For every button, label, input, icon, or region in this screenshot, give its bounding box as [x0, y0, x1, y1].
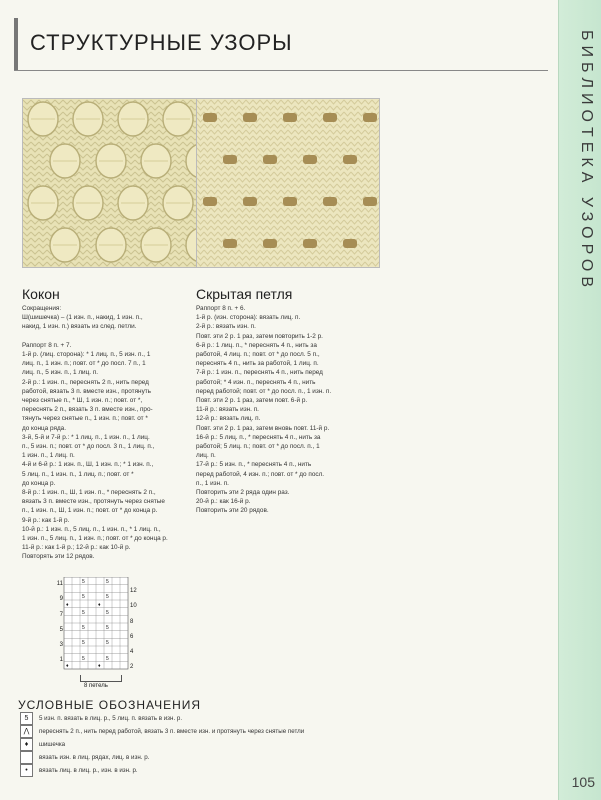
legend-item: [20, 751, 540, 764]
svg-text:5: 5: [106, 579, 109, 585]
legend-text: шишечка: [39, 741, 66, 748]
repeat-label: 8 петель: [84, 683, 108, 689]
page-title: СТРУКТУРНЫЕ УЗОРЫ: [30, 30, 293, 55]
legend-text: вязать лиц. в лиц. р., изн. в изн. р.: [39, 767, 138, 774]
knitting-chart: [54, 577, 144, 697]
row-label: 8: [130, 618, 134, 625]
sidebar-label: БИБЛИОТЕКА УЗОРОВ: [578, 30, 595, 293]
legend-item: [20, 725, 540, 738]
svg-text:♦: ♦: [98, 602, 101, 608]
chart-row-labels-right: [130, 584, 137, 676]
page-number: 105: [571, 774, 595, 790]
row-label: 2: [130, 664, 134, 671]
svg-text:5: 5: [106, 625, 109, 631]
row-label: 9: [59, 596, 63, 603]
svg-text:5: 5: [106, 610, 109, 616]
legend-symbol: [20, 751, 33, 764]
legend-text: вязать изн. в лиц. рядах, лиц. в изн. р.: [39, 754, 150, 761]
pattern-title-cocoon: Кокон: [22, 286, 60, 302]
svg-text:5: 5: [82, 594, 85, 600]
legend-text: 5 изн. п. вязать в лиц. р., 5 лиц. п. вязать в изн. р.: [39, 715, 183, 722]
legend-item: [20, 738, 540, 751]
row-label: 1: [59, 657, 63, 664]
svg-text:♦: ♦: [66, 663, 69, 669]
svg-text:5: 5: [82, 656, 85, 662]
row-label: 11: [56, 581, 63, 587]
svg-text:5: 5: [82, 625, 85, 631]
legend-text: переснять 2 п., нить перед работой, вязать 3 п. вместе изн. и протянуть через снятые петли: [39, 728, 305, 735]
chart-row-labels-left: [54, 577, 63, 669]
legend-title: УСЛОВНЫЕ ОБОЗНАЧЕНИЯ: [18, 698, 202, 712]
swatch-photo-cocoon: [22, 98, 206, 268]
svg-text:♦: ♦: [98, 663, 101, 669]
svg-text:♦: ♦: [66, 602, 69, 608]
row-label: 3: [59, 642, 63, 649]
row-label: 12: [130, 588, 137, 594]
svg-text:5: 5: [106, 594, 109, 600]
row-label: 10: [130, 603, 137, 610]
svg-text:5: 5: [106, 656, 109, 662]
legend-symbol: 5: [20, 712, 33, 725]
repeat-bracket: [80, 675, 122, 682]
legend-item: [20, 712, 540, 725]
swatch-photo-hidden-loop: [196, 98, 380, 268]
svg-text:5: 5: [82, 640, 85, 646]
legend-item: [20, 764, 540, 777]
title-accent-bar: [14, 18, 18, 70]
legend: [20, 712, 540, 777]
row-label: 5: [59, 626, 63, 633]
legend-symbol: ⋀: [20, 725, 33, 738]
legend-symbol: •: [20, 764, 33, 777]
row-label: 7: [59, 611, 63, 618]
pattern-instructions-hidden-loop: Раппорт 8 п. + 6. 1-й р. (изн. сторона): вязать лиц. п. 2-й р.: вязать изн. п. Повт. эти 2 р. 1 раз, затем повторить 1-2 р. 6-й р.: 1 лиц. п., * переснять 4 п., нить за работой, 4 лиц. п.; повт. от * до посл. 5 п., переснять 4 п., нить за работой, 1 лиц. п. 7-й р.: 1 изн. п., переснять 4 п., нить перед работой; * 4 изн. п., переснять 4 п., нить перед работой; повт. от * до посл. п., 1 изн. п. Повт. эти 2 р. 1 раз, затем повт. 6-й р. 11-й р.: вязать изн. п. 12-й р.: вязать лиц. п. Повт. эти 2 р. 1 раз, затем вновь повт. 11-й р. 16-й р.: 5 лиц. п., * переснять 4 п., нить за работой; 5 лиц. п.; повт. от * до посл. п., 1 лиц. п. 17-й р.: 5 изн. п., * переснять 4 п., нить перед работой, 4 изн. п.; повт. от * до посл. п., 1 изн. п. Повторить эти 2 ряда один раз. 20-й р.: как 16-й р. Повторить эти 20 рядов.: [196, 305, 332, 515]
row-label: 4: [130, 649, 134, 656]
row-label: 6: [130, 633, 134, 640]
pattern-title-hidden-loop: Скрытая петля: [196, 286, 293, 302]
sidebar-tab: [558, 0, 601, 800]
legend-symbol: ♦: [20, 738, 33, 751]
svg-text:5: 5: [106, 640, 109, 646]
pattern-instructions-cocoon: Сокращения: Ш(шишечка) – (1 изн. п., накид, 1 изн. п., накид, 1 изн. п.) вязать из след. петли. Раппорт 8 п. + 7. 1-й р. (лиц. сторона): * 1 лиц. п., 5 изн. п., 1 лиц. п., 1 изн. п.; повт. от * до посл. 7 п., 1 лиц. п., 5 изн. п., 1 лиц. п. 2-й р.: 1 изн. п., переснять 2 п., нить перед работой, вязать 3 п. вместе изн., протянуть через снятые п., * Ш, 1 изн. п.; повт. от *, переснять 2 п., вязать 3 п. вместе изн., про- тянуть через снятые п., 1 изн. п.; повт. от * до конца ряда. 3-й, 5-й и 7-й р.: * 1 лиц. п., 1 изн. п., 1 лиц. п., 5 изн. п.; повт. от * до посл. 3 п., 1 лиц. п., 1 изн. п., 1 лиц. п. 4-й и 6-й р.: 1 изн. п., Ш, 1 изн. п.; * 1 изн. п., 5 лиц. п., 1 изн. п., 1 лиц. п.; повт. от * до конца р. 8-й р.: 1 изн. п., Ш, 1 изн. п., * переснять 2 п., вязать 3 п. вместе изн., протянуть через снятые п., 1 изн. п., Ш, 1 изн. п.; повт. от * до конца р. 9-й р.: как 1-й р. 10-й р.: 1 изн. п., 5 лиц. п., 1 изн. п., * 1 лиц. п., 1 изн. п., 5 лиц. п., 1 изн. п.; повт. от * до конца р. 11-й р.: как 1-й р.; 12-й р.: как 10-й р. Повторять эти 12 рядов.: [22, 305, 168, 561]
svg-text:5: 5: [82, 610, 85, 616]
svg-text:5: 5: [82, 579, 85, 585]
